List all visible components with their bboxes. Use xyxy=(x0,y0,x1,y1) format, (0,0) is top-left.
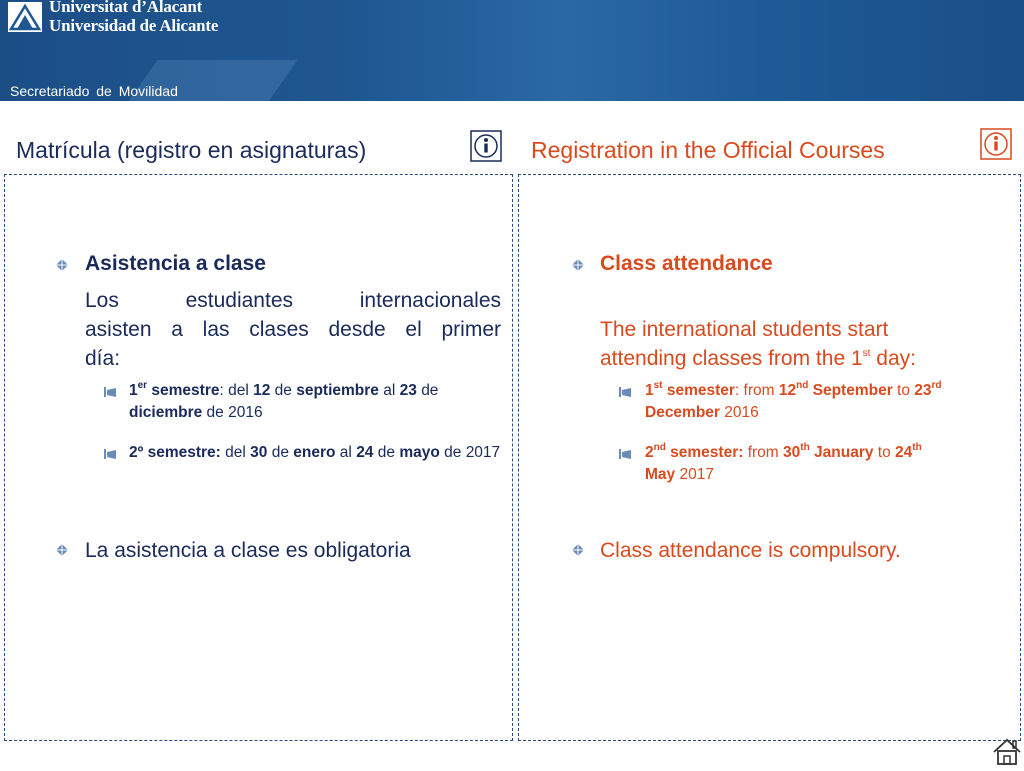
spanish-body-line3: día: xyxy=(85,347,121,370)
arrow-bullet-icon xyxy=(103,386,117,398)
spanish-semester-2: 2º semestre: del 30 de enero al 24 de mayo de 2017 xyxy=(129,444,501,461)
university-name-spanish: Universidad de Alicante xyxy=(49,16,219,35)
diamond-bullet-icon xyxy=(55,543,69,557)
diamond-bullet-icon xyxy=(55,258,69,272)
info-icon[interactable] xyxy=(470,130,502,162)
english-body-line2: attending classes from the 1st day: xyxy=(600,347,916,370)
diamond-bullet-icon xyxy=(571,543,585,557)
spanish-body-line2: asisten a las clases desde el primer xyxy=(85,318,501,341)
arrow-bullet-icon xyxy=(618,386,632,398)
english-heading: Class attendance xyxy=(600,252,773,275)
english-body-line1: The international students start xyxy=(600,318,889,341)
arrow-bullet-icon xyxy=(618,448,632,460)
arrow-bullet-icon xyxy=(103,448,117,460)
english-compulsory: Class attendance is compulsory. xyxy=(600,539,901,562)
english-semester-2: 2nd semester: from 30th January to 24th May 2017 xyxy=(645,441,922,483)
diamond-bullet-icon xyxy=(571,258,585,272)
university-logo xyxy=(8,2,42,32)
spanish-semester-1: 1er semestre: del 12 de septiembre al 23 de diciembre de 2016 xyxy=(129,379,439,421)
english-semester-1: 1st semester: from 12nd September to 23rd December 2016 xyxy=(645,379,942,421)
university-name-valencian: Universitat d’Alacant xyxy=(49,0,203,16)
home-icon[interactable] xyxy=(992,738,1022,766)
info-icon[interactable] xyxy=(980,128,1012,160)
spanish-compulsory: La asistencia a clase es obligatoria xyxy=(85,539,411,562)
header-banner xyxy=(0,0,1024,101)
spanish-body-line1: Los estudiantes internacionales xyxy=(85,289,501,312)
spanish-title: Matrícula (registro en asignaturas) xyxy=(16,137,367,163)
secretariat-label: Secretariado de Movilidad xyxy=(10,83,178,99)
english-title: Registration in the Official Courses xyxy=(531,137,885,163)
spanish-heading: Asistencia a clase xyxy=(85,252,266,275)
